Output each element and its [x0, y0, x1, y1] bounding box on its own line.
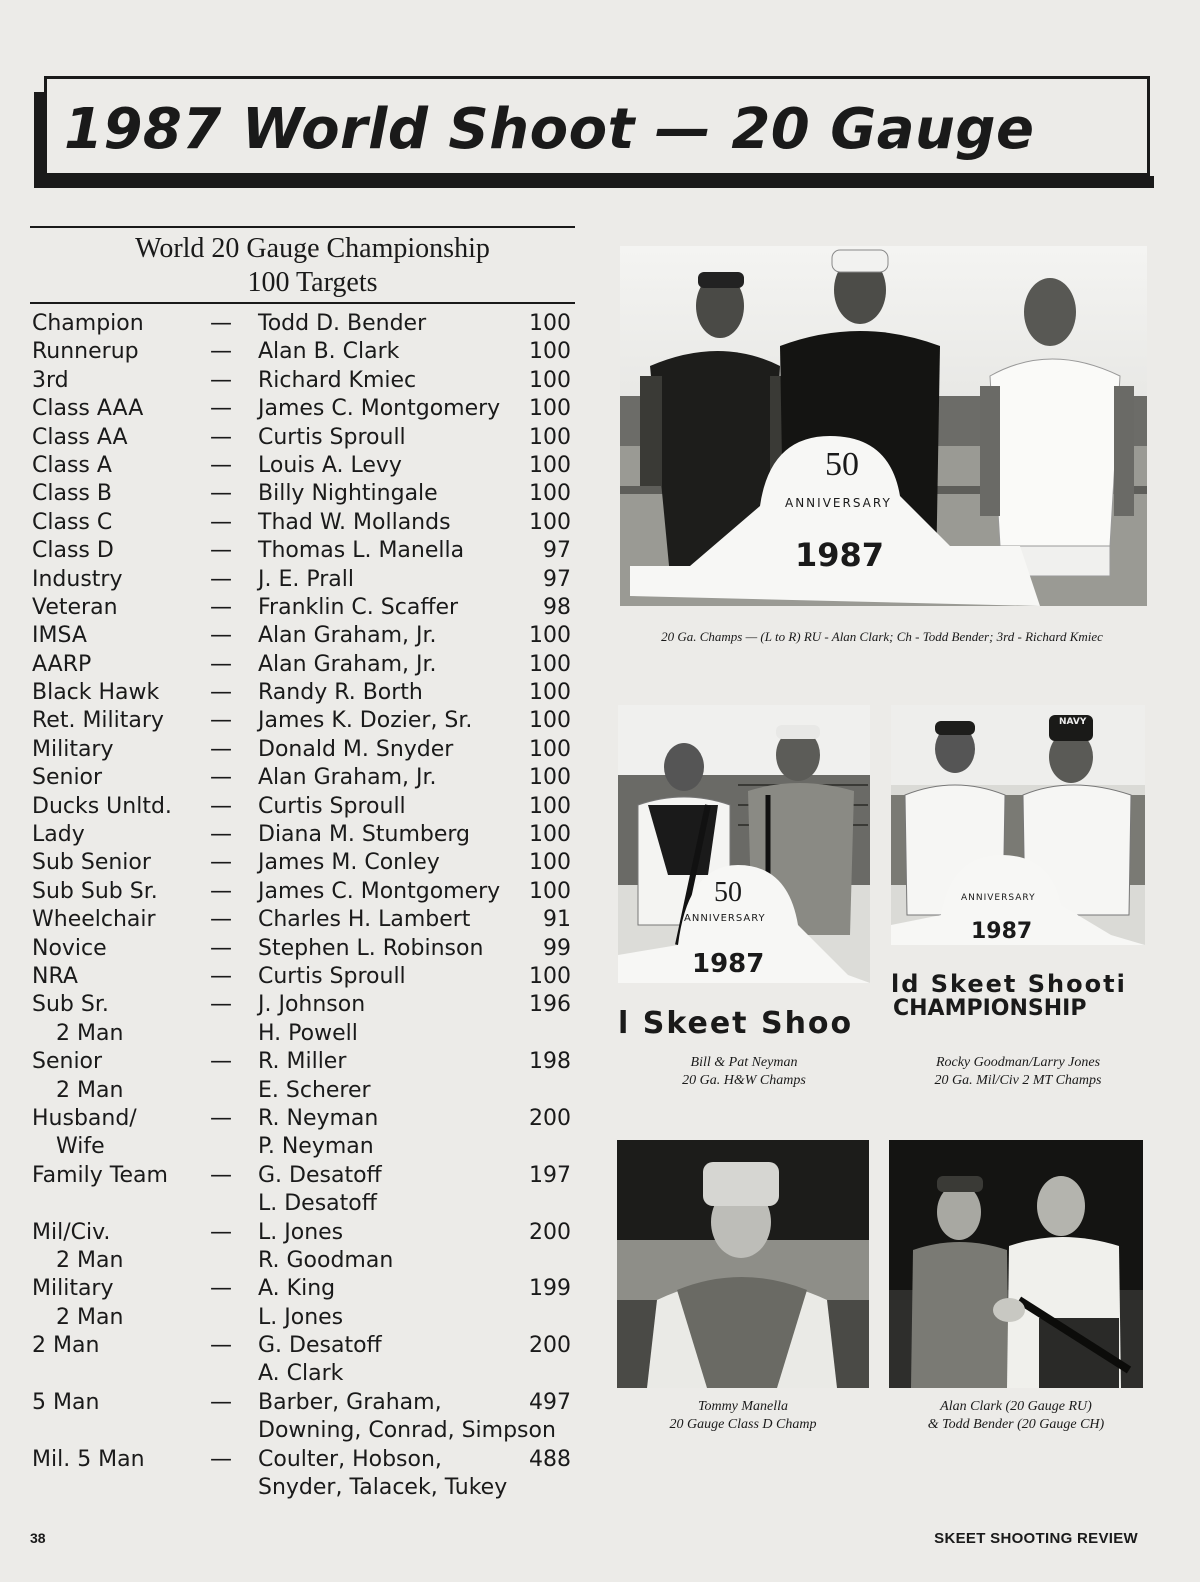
result-name: Diana M. Stumberg [258, 822, 471, 848]
result-category: 2 Man [56, 1304, 124, 1330]
result-name: R. Miller [258, 1049, 347, 1075]
result-dash: — [210, 452, 232, 478]
result-dash: — [210, 708, 232, 734]
result-category: Veteran [32, 594, 118, 620]
result-name: P. Neyman [258, 1134, 374, 1160]
result-row [30, 509, 575, 537]
result-row [30, 1304, 575, 1332]
result-row [30, 537, 575, 565]
neyman-sign-year: 1987 [692, 949, 765, 979]
caption-20ga-champs: 20 Ga. Champs — (L to R) RU - Alan Clark; Ch - Todd Bender; 3rd - Richard Kmiec [661, 629, 1103, 644]
result-score: 97 [543, 566, 571, 592]
result-dash: — [210, 594, 232, 620]
result-name: Downing, Conrad, Simpson [258, 1418, 556, 1444]
gj-sign-anniversary: ANNIVERSARY [961, 893, 1036, 903]
result-category: Mil/Civ. [32, 1219, 111, 1245]
result-row [30, 1190, 575, 1218]
result-row [30, 906, 575, 934]
result-name: L. Jones [258, 1219, 344, 1245]
result-row [30, 651, 575, 679]
result-name: E. Scherer [258, 1077, 371, 1103]
gj-banner-text-2: CHAMPIONSHIP [893, 996, 1087, 1021]
result-name: Charles H. Lambert [258, 907, 471, 933]
result-category: Class A [32, 452, 112, 478]
result-category: Sub Senior [32, 850, 151, 876]
result-score: 91 [543, 907, 571, 933]
result-score: 100 [529, 963, 571, 989]
result-dash: — [210, 1049, 232, 1075]
result-score: 100 [529, 680, 571, 706]
result-dash: — [210, 793, 232, 819]
result-category: Military [32, 736, 114, 762]
result-name: G. Desatoff [258, 1162, 382, 1188]
caption-cb-line2: & Todd Bender (20 Gauge CH) [927, 1417, 1105, 1432]
result-dash: — [210, 1105, 232, 1131]
result-row [30, 1077, 575, 1105]
result-dash: — [210, 339, 232, 365]
result-row [30, 1162, 575, 1190]
result-category: Military [32, 1276, 114, 1302]
sign-year: 1987 [795, 536, 885, 574]
result-name: Curtis Sproull [258, 793, 406, 819]
result-row [30, 452, 575, 480]
result-dash: — [210, 311, 232, 336]
result-row [30, 1048, 575, 1076]
result-dash: — [210, 963, 232, 989]
caption-gj-line1: Rocky Goodman/Larry Jones [935, 1055, 1101, 1070]
publication-name: SKEET SHOOTING REVIEW [934, 1530, 1138, 1547]
result-category: Class C [32, 509, 113, 535]
result-dash: — [210, 651, 232, 677]
result-name: Thad W. Mollands [258, 509, 451, 535]
result-row [30, 935, 575, 963]
cap-navy-text: NAVY [1059, 717, 1087, 727]
result-row [30, 1417, 575, 1445]
caption-manella-line1: Tommy Manella [697, 1399, 789, 1414]
result-score: 196 [529, 992, 571, 1018]
caption-neyman-line2: 20 Ga. H&W Champs [682, 1073, 806, 1088]
result-dash: — [210, 481, 232, 507]
result-dash: — [210, 367, 232, 393]
result-name: Louis A. Levy [258, 452, 402, 478]
neyman-sign-anniversary: ANNIVERSARY [684, 913, 766, 924]
result-name: Curtis Sproull [258, 424, 406, 450]
result-name: H. Powell [258, 1020, 358, 1046]
result-name: James K. Dozier, Sr. [258, 708, 473, 734]
result-row [30, 821, 575, 849]
photo-manella [617, 1140, 869, 1388]
sign-50: 50 [825, 446, 859, 483]
top-rule [30, 226, 575, 228]
result-name: Barber, Graham, [258, 1389, 442, 1415]
result-dash: — [210, 424, 232, 450]
photo-goodman-jones-image [891, 705, 1145, 945]
result-name: L. Desatoff [258, 1191, 377, 1217]
result-row [30, 679, 575, 707]
caption-neyman-line1: Bill & Pat Neyman [690, 1055, 798, 1070]
result-category: 3rd [32, 367, 69, 393]
result-row [30, 1446, 575, 1474]
result-category: Class AAA [32, 396, 144, 422]
photo-goodman-jones [891, 705, 1145, 945]
result-dash: — [210, 538, 232, 564]
result-name: Snyder, Talacek, Tukey [258, 1475, 508, 1501]
result-score: 200 [529, 1333, 571, 1359]
result-name: Curtis Sproull [258, 963, 406, 989]
result-score: 197 [529, 1162, 571, 1188]
page-title: 1987 World Shoot — 20 Gauge [64, 97, 1035, 162]
result-row [30, 1219, 575, 1247]
result-name: A. King [258, 1276, 336, 1302]
result-score: 100 [529, 850, 571, 876]
result-name: Franklin C. Scaffer [258, 594, 459, 620]
result-score: 100 [529, 708, 571, 734]
result-dash: — [210, 1219, 232, 1245]
result-category: Lady [32, 822, 85, 848]
result-name: James M. Conley [258, 850, 440, 876]
result-row [30, 849, 575, 877]
result-row [30, 1360, 575, 1388]
result-score: 100 [529, 651, 571, 677]
caption-cb-line1: Alan Clark (20 Gauge RU) [940, 1399, 1092, 1414]
result-dash: — [210, 566, 232, 592]
result-score: 100 [529, 424, 571, 450]
result-row [30, 1133, 575, 1161]
result-row [30, 736, 575, 764]
result-name: Alan Graham, Jr. [258, 623, 437, 649]
result-name: J. Johnson [258, 992, 366, 1018]
result-category: 2 Man [56, 1077, 124, 1103]
result-dash: — [210, 765, 232, 791]
result-score: 100 [529, 765, 571, 791]
result-name: Coulter, Hobson, [258, 1446, 442, 1472]
result-name: Richard Kmiec [258, 367, 417, 393]
result-name: Billy Nightingale [258, 481, 438, 507]
results-list [30, 310, 575, 1502]
result-score: 198 [529, 1049, 571, 1075]
result-category: Family Team [32, 1162, 168, 1188]
result-dash: — [210, 878, 232, 904]
sign-anniversary: ANNIVERSARY [785, 496, 892, 510]
result-dash: — [210, 1276, 232, 1302]
result-score: 100 [529, 396, 571, 422]
caption-gj-line2: 20 Ga. Mil/Civ 2 MT Champs [934, 1073, 1102, 1088]
result-row [30, 594, 575, 622]
result-name: Alan Graham, Jr. [258, 765, 437, 791]
result-row [30, 424, 575, 452]
result-score: 100 [529, 736, 571, 762]
result-category: Novice [32, 935, 107, 961]
result-score: 98 [543, 594, 571, 620]
caption-clark-bender [883, 1398, 1149, 1434]
result-category: IMSA [32, 623, 87, 649]
result-row [30, 878, 575, 906]
result-dash: — [210, 1446, 232, 1472]
result-name: A. Clark [258, 1361, 344, 1387]
result-row [30, 1105, 575, 1133]
results-heading-line1: World 20 Gauge Championship [135, 233, 490, 264]
result-row [30, 395, 575, 423]
result-score: 100 [529, 878, 571, 904]
results-heading [30, 232, 575, 300]
result-score: 100 [529, 367, 571, 393]
result-score: 100 [529, 311, 571, 336]
result-score: 200 [529, 1105, 571, 1131]
result-score: 200 [529, 1219, 571, 1245]
result-row [30, 367, 575, 395]
result-row [30, 1020, 575, 1048]
result-name: James C. Montgomery [258, 396, 501, 422]
result-score: 100 [529, 481, 571, 507]
photo-neyman-image [618, 705, 870, 983]
result-row [30, 1332, 575, 1360]
result-row [30, 707, 575, 735]
result-row [30, 310, 575, 338]
result-score: 100 [529, 793, 571, 819]
result-name: J. E. Prall [258, 566, 354, 592]
result-row [30, 338, 575, 366]
photo-neyman [618, 705, 870, 983]
result-category: Mil. 5 Man [32, 1446, 145, 1472]
result-category: Husband/ [32, 1105, 137, 1131]
photo-20ga-champs [620, 246, 1147, 606]
result-category: Industry [32, 566, 123, 592]
photo-clark-bender [889, 1140, 1143, 1388]
result-dash: — [210, 1389, 232, 1415]
title-banner [34, 76, 1152, 188]
result-row [30, 1474, 575, 1502]
result-name: Todd D. Bender [258, 311, 427, 336]
result-dash: — [210, 1333, 232, 1359]
result-category: Senior [32, 765, 103, 791]
result-category: AARP [32, 651, 92, 677]
result-category: Senior [32, 1049, 103, 1075]
result-dash: — [210, 850, 232, 876]
neyman-banner-text: l Skeet Shoo [618, 1006, 854, 1041]
result-dash: — [210, 935, 232, 961]
result-category: Class B [32, 481, 112, 507]
result-row [30, 566, 575, 594]
heading-rule [30, 302, 575, 304]
result-score: 488 [529, 1446, 571, 1472]
photo-manella-image [617, 1140, 869, 1388]
result-dash: — [210, 396, 232, 422]
result-score: 100 [529, 822, 571, 848]
result-row [30, 793, 575, 821]
result-category: Sub Sub Sr. [32, 878, 158, 904]
result-category: 2 Man [56, 1020, 124, 1046]
caption-goodman-jones [886, 1054, 1150, 1090]
neyman-sign-50: 50 [714, 877, 742, 908]
result-name: Alan Graham, Jr. [258, 651, 437, 677]
caption-neyman [618, 1054, 870, 1090]
result-score: 97 [543, 538, 571, 564]
result-dash: — [210, 822, 232, 848]
caption-manella [617, 1398, 869, 1434]
result-score: 100 [529, 339, 571, 365]
result-category: Class AA [32, 424, 128, 450]
result-name: L. Jones [258, 1304, 344, 1330]
result-name: Stephen L. Robinson [258, 935, 484, 961]
result-dash: — [210, 907, 232, 933]
result-row [30, 991, 575, 1019]
result-score: 100 [529, 452, 571, 478]
photo-clark-bender-image [889, 1140, 1143, 1388]
result-score: 497 [529, 1389, 571, 1415]
result-name: Donald M. Snyder [258, 736, 454, 762]
banner-shadow-bottom [34, 176, 1154, 188]
result-name: Thomas L. Manella [258, 538, 465, 564]
results-heading-line2: 100 Targets [247, 267, 378, 298]
result-row [30, 1389, 575, 1417]
result-category: Sub Sr. [32, 992, 109, 1018]
result-row [30, 1275, 575, 1303]
result-category: NRA [32, 963, 78, 989]
gj-sign-year: 1987 [971, 919, 1033, 944]
page-number: 38 [30, 1530, 46, 1546]
result-score: 100 [529, 509, 571, 535]
result-score: 100 [529, 623, 571, 649]
result-name: James C. Montgomery [258, 878, 501, 904]
result-category: 2 Man [56, 1247, 124, 1273]
result-row [30, 622, 575, 650]
result-dash: — [210, 1162, 232, 1188]
result-dash: — [210, 736, 232, 762]
result-score: 99 [543, 935, 571, 961]
result-row [30, 764, 575, 792]
result-category: Runnerup [32, 339, 139, 365]
result-category: Wheelchair [32, 907, 156, 933]
result-name: Randy R. Borth [258, 680, 423, 706]
result-category: Ducks Unltd. [32, 793, 172, 819]
result-dash: — [210, 992, 232, 1018]
result-name: R. Neyman [258, 1105, 379, 1131]
result-category: Black Hawk [32, 680, 160, 706]
result-category: Wife [56, 1134, 105, 1160]
result-dash: — [210, 509, 232, 535]
result-score: 199 [529, 1276, 571, 1302]
result-name: G. Desatoff [258, 1333, 382, 1359]
result-category: Champion [32, 311, 144, 336]
caption-manella-line2: 20 Gauge Class D Champ [669, 1417, 817, 1432]
result-name: Alan B. Clark [258, 339, 400, 365]
result-name: R. Goodman [258, 1247, 394, 1273]
result-category: Ret. Military [32, 708, 164, 734]
result-row [30, 1247, 575, 1275]
results-section [30, 226, 575, 1502]
result-category: 2 Man [32, 1333, 100, 1359]
result-category: 5 Man [32, 1389, 100, 1415]
result-row [30, 963, 575, 991]
result-row [30, 480, 575, 508]
result-category: Class D [32, 538, 114, 564]
gj-banner-text-1: ld Skeet Shooti [891, 970, 1127, 998]
result-dash: — [210, 623, 232, 649]
result-dash: — [210, 680, 232, 706]
